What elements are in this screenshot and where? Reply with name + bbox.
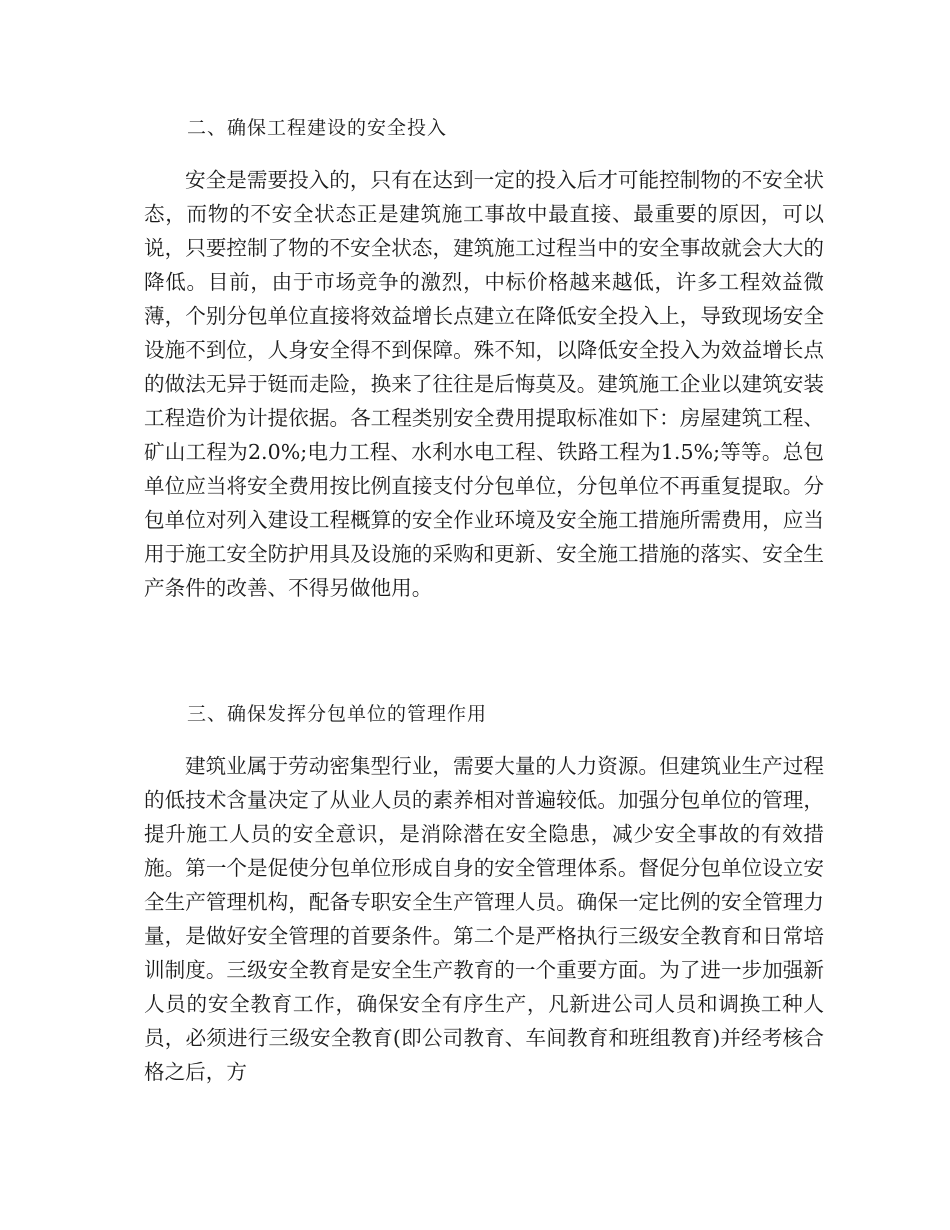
section-body-safety-investment: 安全是需要投入的，只有在达到一定的投入后才可能控制物的不安全状态，而物的不安全状态正是建筑施工事故中最直接、最重要的原因，可以说，只要控制了物的不安全状态，建筑施工过程当中的安全事故就会大大的降低。目前，由于市场竞争的激烈，中标价格越来越低，许多工程效益微薄，个别分包单位直接将效益增长点建立在降低安全投入上，导致现场安全设施不到位，人身安全得不到保障。殊不知，以降低安全投入为效益增长点的做法无异于铤而走险，换来了往往是后悔莫及。建筑施工企业以建筑安装工程造价为计提依据。各工程类别安全费用提取标准如下：房屋建筑工程、矿山工程为2.0%;电力工程、水利水电工程、铁路工程为1.5%;等等。总包单位应当将安全费用按比例直接支付分包单位，分包单位不再重复提取。分包单位对列入建设工程概算的安全作业环境及安全施工措施所需费用，应当用于施工安全防护用具及设施的采购和更新、安全施工措施的落实、安全生产条件的改善、不得另做他用。 bbox=[144, 168, 824, 600]
section-heading-safety-investment: 二、确保工程建设的安全投入 bbox=[187, 117, 448, 139]
section-body-subcontractor-management: 建筑业属于劳动密集型行业，需要大量的人力资源。但建筑业生产过程的低技术含量决定了从业人员的素养相对普遍较低。加强分包单位的管理，提升施工人员的安全意识，是消除潜在安全隐患，减少安全事故的有效措施。第一个是促使分包单位形成自身的安全管理体系。督促分包单位设立安全生产管理机构，配备专职安全生产管理人员。确保一定比例的安全管理力量，是做好安全管理的首要条件。第二个是严格执行三级安全教育和日常培训制度。三级安全教育是安全生产教育的一个重要方面。为了进一步加强新人员的安全教育工作，确保安全有序生产，凡新进公司人员和调换工种人员，必须进行三级安全教育(即公司教育、车间教育和班组教育)并经考核合格之后，方 bbox=[144, 754, 824, 1084]
section-heading-subcontractor-management: 三、确保发挥分包单位的管理作用 bbox=[187, 703, 488, 725]
